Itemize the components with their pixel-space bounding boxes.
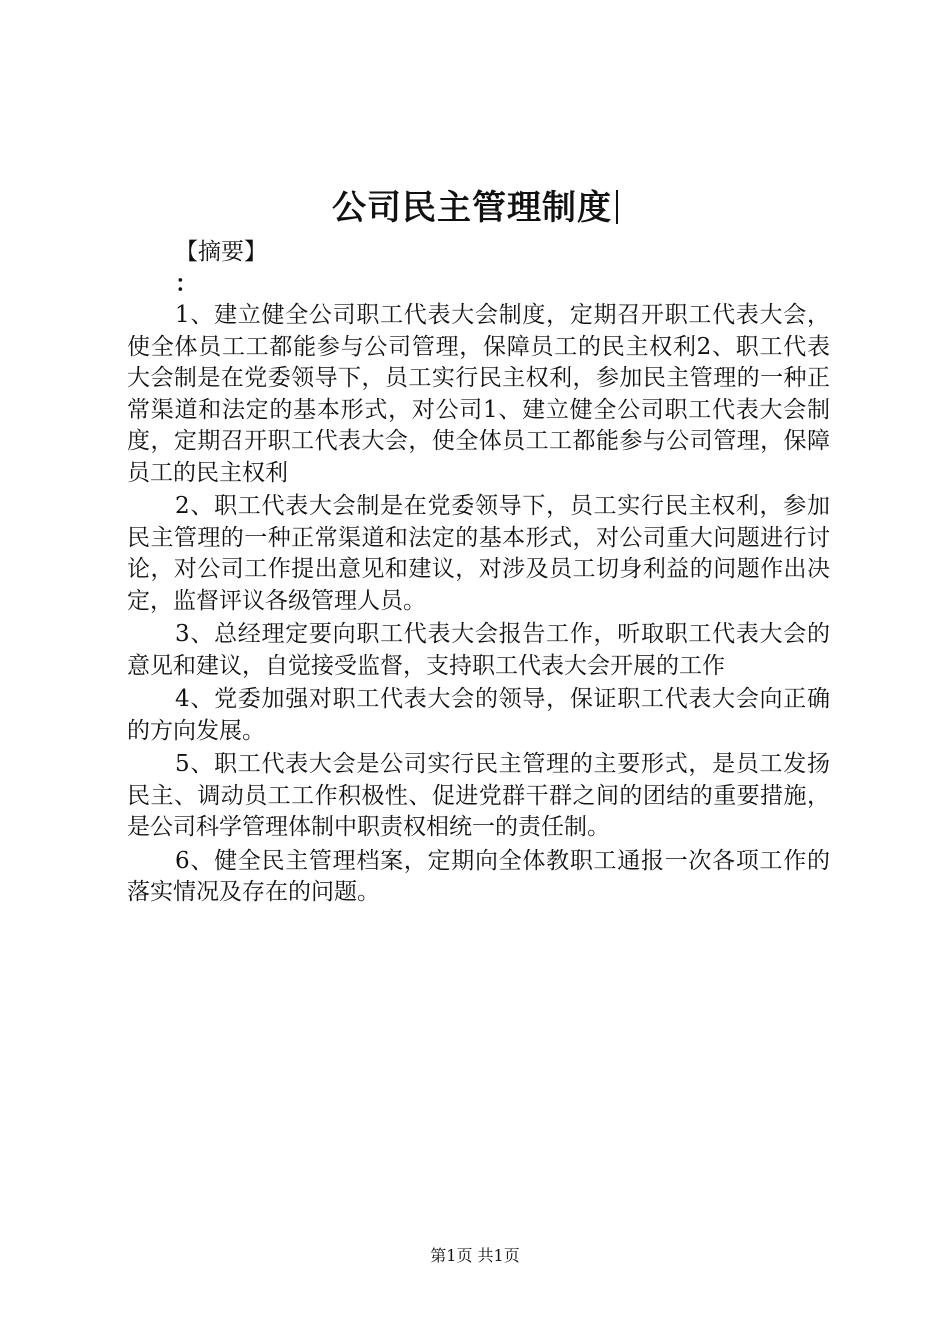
document-title-text: 公司民主管理制度 (332, 188, 612, 228)
abstract-colon: ： (175, 270, 198, 297)
paragraph-3: 3、总经理定要向职工代表大会报告工作，听取职工代表大会的意见和建议，自觉接受监督，支持职工代表大会开展的工作 (127, 621, 830, 679)
paragraph-4: 4、党委加强对职工代表大会的领导，保证职工代表大会向正确的方向发展。 (127, 686, 830, 744)
paragraph-1: 1、建立健全公司职工代表大会制度，定期召开职工代表大会，使全体员工工都能参与公司管理，保障员工的民主权利2、职工代表大会制是在党委领导下，员工实行民主权利，参加民主管理的一种正常渠道和法定的基本形式，对公司1、建立健全公司职工代表大会制度，定期召开职工代表大会，使全体员工工都能参与公司管理，保障员工的民主权利 (127, 302, 830, 486)
document-body (127, 236, 830, 909)
paragraph-5: 5、职工代表大会是公司实行民主管理的主要形式，是员工发扬民主、调动员工工作积极性、促进党群干群之间的团结的重要措施，是公司科学管理体制中职责权相统一的责任制。 (127, 751, 830, 840)
text-cursor (616, 190, 618, 224)
paragraph-2: 2、职工代表大会制是在党委领导下，员工实行民主权利，参加民主管理的一种正常渠道和法定的基本形式，对公司重大问题进行讨论，对公司工作提出意见和建议，对涉及员工切身利益的问题作出决定，监督评议各级管理人员。 (127, 493, 830, 614)
document-title (0, 183, 950, 233)
abstract-label: 【摘要】 (175, 239, 267, 265)
paragraph-6: 6、健全民主管理档案，定期向全体教职工通报一次各项工作的落实情况及存在的问题。 (127, 847, 830, 905)
page-footer: 第1页 共1页 (430, 1246, 520, 1265)
